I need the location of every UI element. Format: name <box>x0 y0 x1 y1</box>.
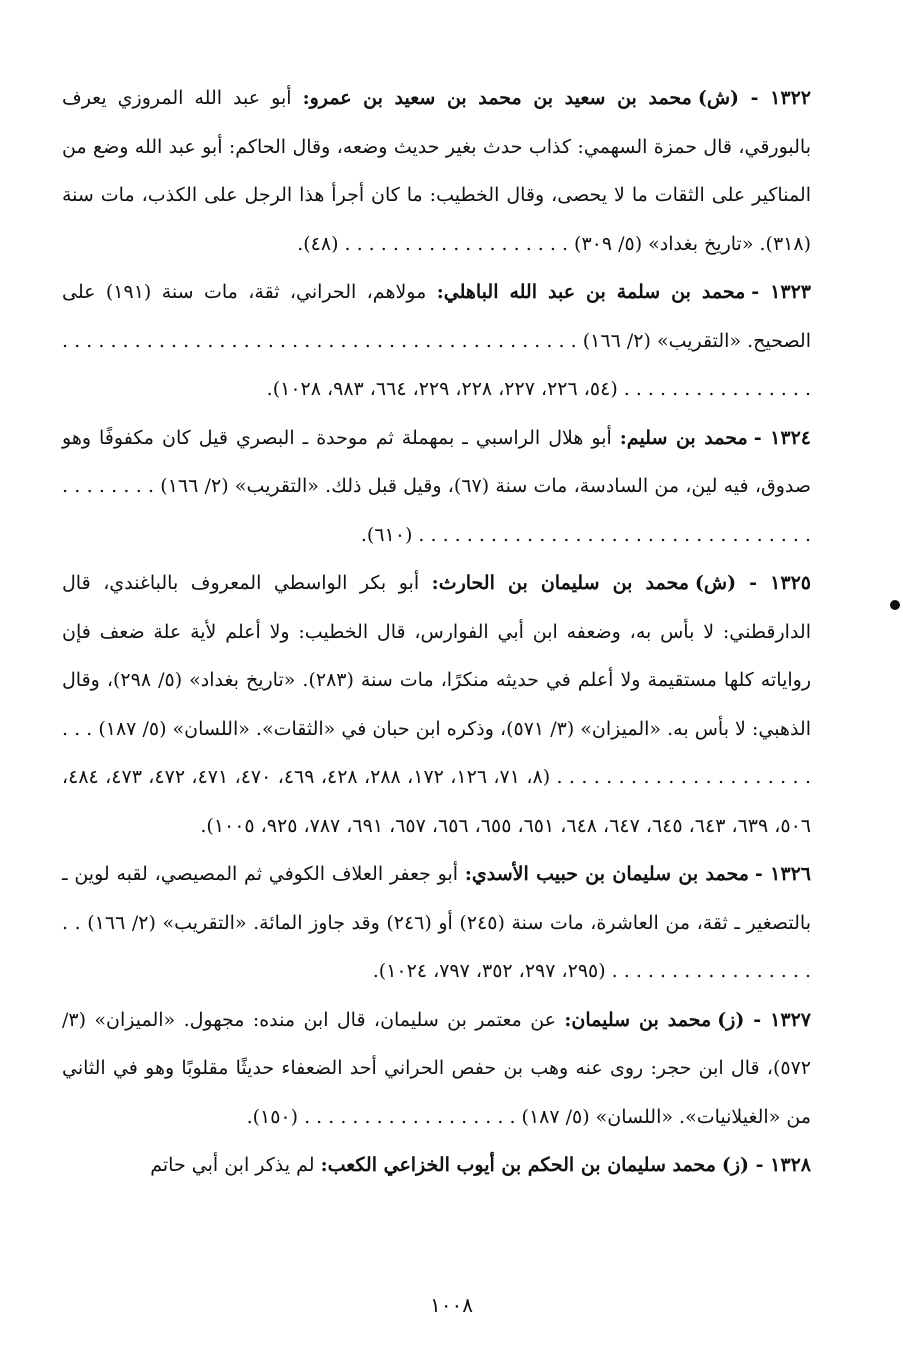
entry-name: محمد بن سليمان بن الحارث : <box>432 572 689 594</box>
entry-text: أبو عبد الله المروزي يعرف بالبورقي، قال حمزة السهمي: كذاب حدث بغير حديث وضعه، وقال الحاكم: أبو عبد الله وضع من المناكير على الثقات ما لا يحصى، وقال الخطيب: ما كان أجرأ هذا الرجل على الكذب، مات سنة (٣١٨). «تاريخ بغداد» (٥/ ٣٠٩) . . . . . . . . . . . . . . . . . . . (٤٨). <box>62 87 811 255</box>
entry-number: ١٣٢٧ - (ز) <box>717 1008 811 1031</box>
entry-1324 <box>62 414 811 560</box>
document-body <box>62 74 811 1190</box>
entry-number: ١٣٢٢ - (ش) <box>697 87 811 109</box>
entry-name: محمد سليمان بن الحكم بن أيوب الخزاعي الكعب : <box>321 1154 716 1176</box>
entry-text: لم يذكر ابن أبي حاتم <box>150 1154 315 1176</box>
entry-1325 <box>62 559 811 850</box>
entry-number: ١٣٢٣ - <box>751 281 811 303</box>
entry-1326 <box>62 850 811 996</box>
entry-text: أبو جعفر العلاف الكوفي ثم المصيصي، لقبه لوين ـ بالتصغير ـ ثقة، من العاشرة، مات سنة (٢٤٥) أو (٢٤٦) وقد جاوز المائة. «التقريب» (٢/ ١٦٦) . . . . . . . . . . . . . . . . . . . (٢٩٥، ٢٩٧، ٣٥٢، ٧٩٧، ١٠٢٤). <box>62 863 811 982</box>
entry-name: محمد بن سليم : <box>620 427 748 449</box>
entry-text: أبو هلال الراسبي ـ بمهملة ثم موحدة ـ البصري قيل كان مكفوفًا وهو صدوق، فيه لين، من السادسة، مات سنة (٦٧)، وقيل قبل ذلك. «التقريب» (٢/ ١٦٦) . . . . . . . . . . . . . . . . . . . . . . . . . . . . . . . . . . . . . . . . . (٦١٠). <box>62 426 811 546</box>
entry-number: ١٣٢٦ - <box>754 863 811 885</box>
entry-name: محمد بن سليمان : <box>564 1009 711 1031</box>
entry-number: ١٣٢٤ - <box>753 426 811 449</box>
entry-1323 <box>62 268 811 414</box>
entry-name: محمد بن سلمة بن عبد الله الباهلي : <box>437 281 746 303</box>
entry-text: عن معتمر بن سليمان، قال ابن منده: مجهول. «الميزان» (٣/ ٥٧٢)، قال ابن حجر: روى عنه وهب بن حفص الحراني أحد الضعفاء حديثًا مقلوبًا وهو في الثاني من «الغيلانيات». «اللسان» (٥/ ١٨٧) . . . . . . . . . . . . . . . . . . (١٥٠). <box>62 1008 811 1128</box>
entry-number: ١٣٢٥ - (ش) <box>694 572 811 594</box>
entry-number: ١٣٢٨ - (ز) <box>721 1154 811 1176</box>
entry-name: محمد بن سليمان بن حبيب الأسدي : <box>465 863 749 885</box>
entry-text: مولاهم، الحراني، ثقة، مات سنة (١٩١) على الصحيح. «التقريب» (٢/ ١٦٦) . . . . . . . . . . . . . . . . . . . . . . . . . . . . . . . . . . . . . . . . . . . . . . . . . . . . . . . . . . . (٥٤، ٢٢٦، ٢٢٧، ٢٢٨، ٢٢٩، ٦٦٤، ٩٨٣، ١٠٢٨). <box>62 281 811 400</box>
margin-dot-mark <box>890 600 900 610</box>
page-number: ١٠٠٨ <box>430 1293 473 1317</box>
entry-1322 <box>62 74 811 268</box>
entry-1327 <box>62 996 811 1142</box>
entry-1328 <box>62 1141 811 1190</box>
entry-name: محمد بن سعيد بن محمد بن سعيد بن عمرو : <box>303 87 692 109</box>
entry-text: أبو بكر الواسطي المعروف بالباغندي، قال الدارقطني: لا بأس به، وضعفه ابن أبي الفوارس، قال الخطيب: ولا أعلم لأية علة ضعف فإن رواياته كلها مستقيمة ولا أعلم في حديثه منكرًا، مات سنة (٢٨٣). «تاريخ بغداد» (٥/ ٢٩٨)، وقال الذهبي: لا بأس به. «الميزان» (٣/ ٥٧١)، وذكره ابن حبان في «الثقات». «اللسان» (٥/ ١٨٧) . . . . . . . . . . . . . . . . . . . . . . . . (٨، ٧١، ١٢٦، ١٧٢، ٢٨٨، ٤٢٨، ٤٦٩، ٤٧٠، ٤٧١، ٤٧٢، ٤٧٣، ٤٨٤، ٥٠٦، ٦٣٩، ٦٤٣، ٦٤٥، ٦٤٧، ٦٤٨، ٦٥١، ٦٥٥، ٦٥٦، ٦٥٧، ٦٩١، ٧٨٧، ٩٢٥، ١٠٠٥). <box>62 572 811 837</box>
